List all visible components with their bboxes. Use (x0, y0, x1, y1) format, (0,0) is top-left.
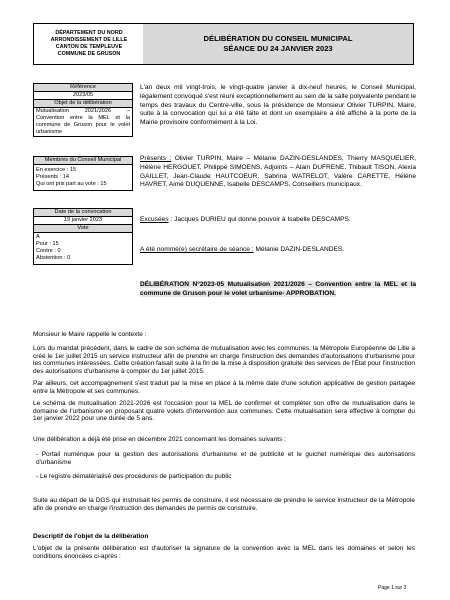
membres-box (33, 156, 133, 191)
presents-label: Présents : (140, 155, 172, 162)
membres-line: Présents : 14 (36, 174, 69, 180)
vote-line: Contre : 0 (36, 248, 61, 254)
header-subtitle: SÉANCE DU 24 JANVIER 2023 (223, 44, 333, 53)
page-number: Page 1 sur 3 (378, 585, 407, 591)
objet-label: Objet de la délibération (34, 100, 132, 108)
deliberation-title-text: DÉLIBÉRATION N°2023-05 Mutualisation 2021/2026 – Convention entre la MEL et la commune de Gruson pour le volet urbanisme- APPROBATION. (140, 281, 416, 297)
vote-line: Abstention : 0 (36, 255, 71, 261)
header-left-box (33, 23, 145, 65)
excuses-label: Excusées (140, 216, 169, 223)
body-p5: Une délibération a déjà été prise en décembre 2021 concernant les domaines suivants : (33, 436, 286, 443)
intro-paragraph: L'an deux mil vingt-trois, le vingt-quatre janvier à dix-neuf heures, le Conseil Municipal, légalement convoqué s'est réuni exceptionnellement au sein de la salle polyvalente pendant le temps des travaux du Centre-ville, sous la présidence de Monsieur Olivier TURPIN, Maire, suite à la convocation qui lui a été faite et dont un exemplaire a été affiché à la porte de la Mairie provisoire conformément à la Loi. (140, 84, 416, 127)
header-left-line: DÉPARTEMENT DU NORD (55, 29, 123, 36)
convocation-box (33, 208, 133, 265)
objet-value: Mutualisation 2021/2026 – Convention entre la MEL et la commune de Gruson pour le volet urbanisme (36, 108, 130, 135)
header-title-box (143, 23, 414, 65)
section-title: Descriptif de l'objet de la délibération (33, 533, 149, 540)
body-p7: L'objet de la présente délibération est d'autoriser la signature de la convention avec la MEL dans les domaines et selon les conditions énoncées ci-après : (33, 545, 415, 560)
body-p6: Suite au départ de la DGS qui instruisait les permis de construire, il est nécessaire de prendre le service instructeur de la Métropole afin de prendre en charge l'instruction des demandes de permis de construire. (33, 497, 415, 512)
body-p4: Le schéma de mutualisation 2021-2026 est l'occasion pour la MEL de confirmer et compléter son offre de mutualisation dans le domaine de l'urbanisme en proposant quatre volets d'intervention aux communes. Cette mutualisation sera effective à compter du 1er janvier 2022 pour une durée de 5 ans. (33, 400, 415, 423)
header-left-line: COMMUNE DE GRUSON (57, 51, 121, 58)
body-bullet-1: - Portail numérique pour la gestion des autorisations d'urbanisme et de publicité et le guichet numérique des autorisations d'urbanisme (36, 451, 415, 466)
vote-label: Vote (34, 225, 132, 233)
header-left-line: CANTON DE TEMPLEUVE (55, 44, 123, 50)
membres-label: Membres du Conseil Municipal (34, 157, 132, 165)
header-left-line: ARRONDISSEMENT DE LILLE (50, 36, 128, 43)
reference-box (33, 83, 133, 137)
membres-line: Qui ont pris part au vote : 15 (36, 181, 107, 187)
membres-line: En exercice : 15 (36, 167, 77, 173)
body-p1: Monsieur le Maire rappelle le contexte : (33, 331, 147, 338)
header-title: DÉLIBÉRATION DU CONSEIL MUNICIPAL (203, 34, 353, 43)
reference-label: Référence (34, 84, 132, 92)
reference-value: 2023/05 (34, 92, 132, 100)
body-p3: Par ailleurs, cet accompagnement s'est traduit par la mise en place à la même date d'une solution applicative de gestion partagée entre la Métropole et ses communes. (33, 380, 415, 395)
body-p2: Lors du mandat précédent, dans le cadre de son schéma de mutualisation avec les communes, la Métropole Européenne de Lille a créé le 1er juillet 2015 un service instructeur afin de prendre en charge l'instruction des demandes d'autorisations d'urbanisme pour les communes intéressées. Cette création faisait suite à la fin de la mise à disposition gratuite des services de l'État pour l'instruction des autorisations d'urbanisme à compter du 1er juillet 2015. (33, 345, 415, 375)
convocation-label: Date de la convocation (34, 209, 132, 217)
excuses-paragraph (140, 216, 416, 225)
secretaire-paragraph (140, 246, 416, 255)
deliberation-title (140, 281, 416, 299)
presents-text: Olivier TURPIN, Maire – Mélanie DAZIN-DESLANDES, Thierry MASQUELIER, Hélène HERGOUET, Philippe SIMOENS, Adjoints – Alain DUFRENE, Thibault TISON, Alexia GAILLET, Jean-Claude HAUTCOEUR, Sabrina WATRELOT, Valère CARETTE, Hélène HAVRET, Aimé DUQUENNE, Isabelle DESCAMPS, Conseillers municipaux. (140, 155, 417, 189)
presents-paragraph (140, 155, 416, 190)
body-bullet-2: - Le registre dématérialisé des procédures de participation du public (36, 473, 232, 480)
vote-line: A (36, 234, 40, 240)
excuses-text: : Jacques DURIEU qui donne pouvoir à Isabelle DESCAMPS. (168, 216, 351, 223)
secretaire-label: A été nommé(e) secrétaire de séance : (140, 246, 254, 253)
secretaire-text: Mélanie DAZIN-DESLANDES. (253, 246, 345, 253)
convocation-value: 19 janvier 2023 (34, 217, 132, 225)
vote-line: Pour : 15 (36, 241, 59, 247)
